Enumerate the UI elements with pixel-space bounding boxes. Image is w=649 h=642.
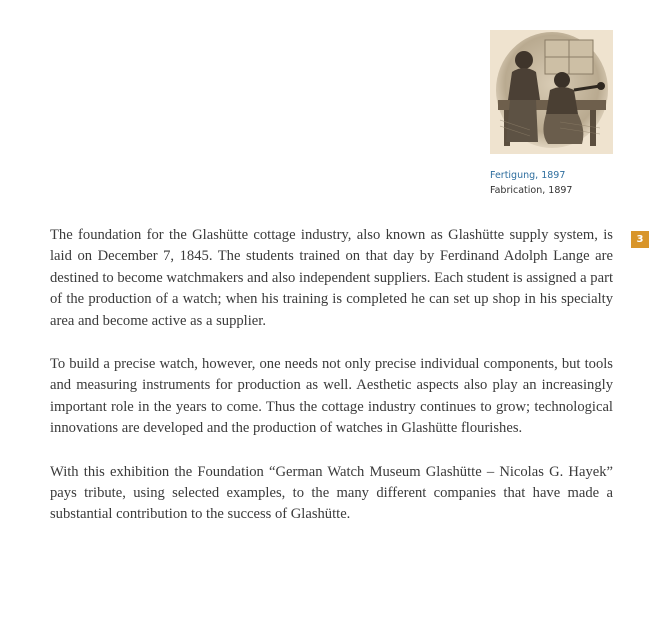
paragraph-3: With this exhibition the Foundation “German Watch Museum Glashütte – Nicolas G. Hayek” pays tribute, using selected examples, to the many different companies that have made a substantial contribution to the success of Glashütte. <box>50 463 613 523</box>
workshop-engraving-image <box>490 30 613 154</box>
caption-english: Fabrication, 1897 <box>490 185 573 196</box>
caption-german: Fertigung, 1897 <box>490 170 566 181</box>
page-number-tab: 3 <box>631 231 649 248</box>
historical-illustration <box>490 30 613 154</box>
paragraph-1: The foundation for the Glashütte cottage industry, also known as Glashütte supply system, is laid on December 7, 1845. The students trained on that day by Ferdinand Adolph Lange are destined to become watchmakers and also independent suppliers. Each student is assigned a part of the production of a watch; when his training is completed he can set up shop in his specialty area and become active as a supplier. <box>50 227 613 329</box>
main-text <box>50 225 613 548</box>
figure-caption <box>490 168 572 198</box>
paragraph-2: To build a precise watch, however, one needs not only precise individual components, but tools and measuring instruments for production as well. Aesthetic aspects also play an increasingly important role in the years to come. Thus the cottage industry continues to grow; technological innovations are developed and the production of watches in Glashütte flourishes. <box>50 356 613 437</box>
